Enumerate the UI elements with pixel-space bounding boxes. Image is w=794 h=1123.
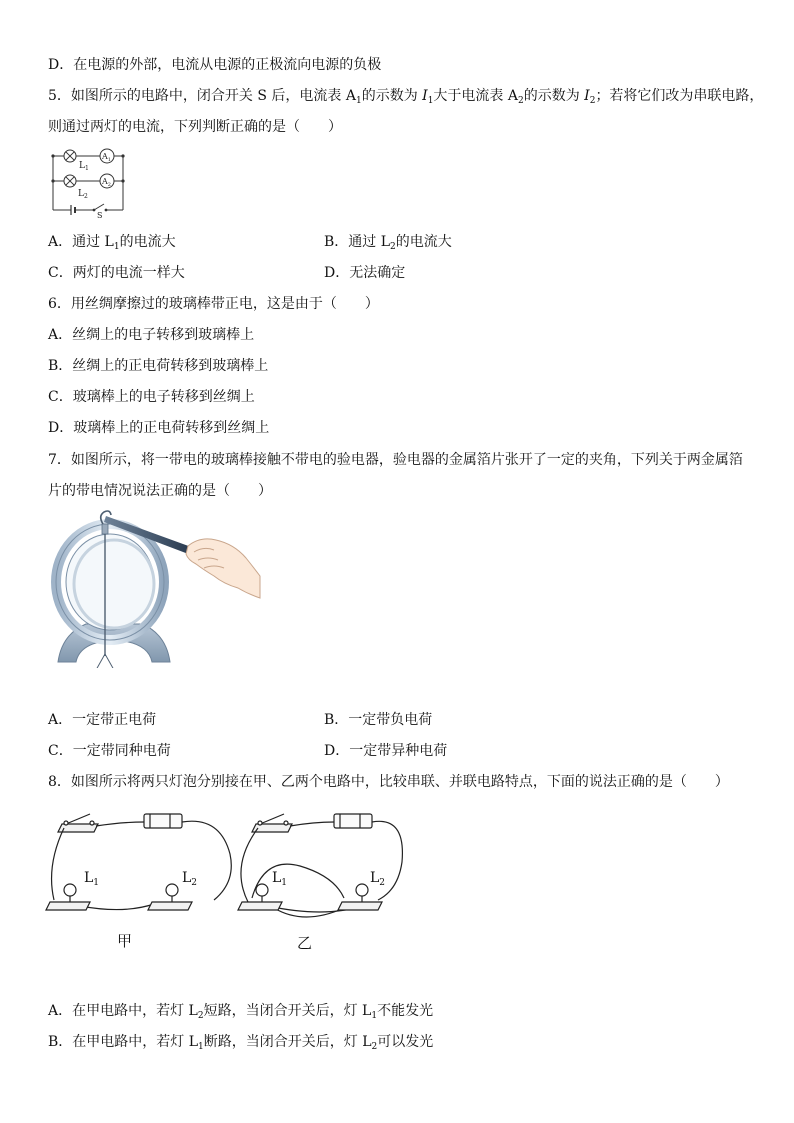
q5-fig-label-a2: $A_2$ bbox=[102, 177, 111, 188]
q5-stem-line1: 5．如图所示的电路中，闭合开关 S 后，电流表 $A_1$的示数为 $I_1$大于电流表 $A_2$的示数为 $I_2$；若将它们改为串联电路， bbox=[48, 88, 764, 106]
q5-fig-label-s: S bbox=[97, 211, 103, 218]
q6-option-b[interactable]: B．丝绸上的正电荷转移到玻璃棒上 bbox=[48, 358, 269, 374]
q7-option-c[interactable]: C．一定带同种电荷 bbox=[48, 743, 171, 759]
q6-stem: 6．用丝绸摩擦过的玻璃棒带正电，这是由于（ ） bbox=[48, 296, 379, 312]
q6-option-a[interactable]: A．丝绸上的电子转移到玻璃棒上 bbox=[48, 327, 255, 343]
q8-stem: 8．如图所示将两只灯泡分别接在甲、乙两个电路中，比较串联、并联电路特点，下面的说法正确的是（ ） bbox=[48, 774, 729, 790]
q7-option-b[interactable]: B．一定带负电荷 bbox=[324, 712, 433, 728]
q7-option-a[interactable]: A．一定带正电荷 bbox=[48, 712, 157, 728]
q7-electroscope-illustration bbox=[48, 506, 262, 668]
q8-fig-left-label-l2: $L_2$ bbox=[182, 870, 198, 888]
q5-option-b[interactable]: B．通过 $L_2$的电流大 bbox=[324, 234, 452, 252]
q4-option-d: D．在电源的外部，电流从电源的正极流向电源的负极 bbox=[48, 57, 382, 73]
q5-fig-label-l2: $L_2$ bbox=[78, 189, 88, 200]
q5-stem-line2: 则通过两灯的电流，下列判断正确的是（ ） bbox=[48, 119, 342, 135]
q8-fig-right-label-l1: $L_1$ bbox=[272, 870, 288, 888]
q5-fig-label-l1: $L_1$ bbox=[79, 161, 89, 172]
q5-option-a[interactable]: A．通过 $L_1$的电流大 bbox=[48, 234, 176, 252]
q8-caption-left: 甲 bbox=[117, 932, 133, 950]
q8-option-a[interactable]: A．在甲电路中，若灯 $L_2$短路，当闭合开关后，灯 $L_1$不能发光 bbox=[48, 1003, 434, 1021]
q8-fig-right-label-l2: $L_2$ bbox=[370, 870, 386, 888]
q6-option-c[interactable]: C．玻璃棒上的电子转移到丝绸上 bbox=[48, 389, 255, 405]
q5-circuit-diagram bbox=[48, 144, 128, 218]
q5-option-c[interactable]: C．两灯的电流一样大 bbox=[48, 265, 185, 281]
q7-option-d[interactable]: D．一定带异种电荷 bbox=[324, 743, 448, 759]
q8-circuit-illustrations bbox=[44, 806, 424, 928]
q5-fig-label-a1: $A_1$ bbox=[102, 152, 111, 163]
q8-caption-right: 乙 bbox=[297, 934, 313, 952]
q8-fig-left-label-l1: $L_1$ bbox=[84, 870, 100, 888]
q7-stem-line1: 7．如图所示，将一带电的玻璃棒接触不带电的验电器，验电器的金属箔片张开了一定的夹角，下列关于两金属箔 bbox=[48, 452, 743, 468]
q8-option-b[interactable]: B．在甲电路中，若灯 $L_1$断路，当闭合开关后，灯 $L_2$可以发光 bbox=[48, 1034, 434, 1052]
q5-option-d[interactable]: D．无法确定 bbox=[324, 265, 406, 281]
q7-stem-line2: 片的带电情况说法正确的是（ ） bbox=[48, 483, 272, 499]
q6-option-d[interactable]: D．玻璃棒上的正电荷转移到丝绸上 bbox=[48, 420, 270, 436]
